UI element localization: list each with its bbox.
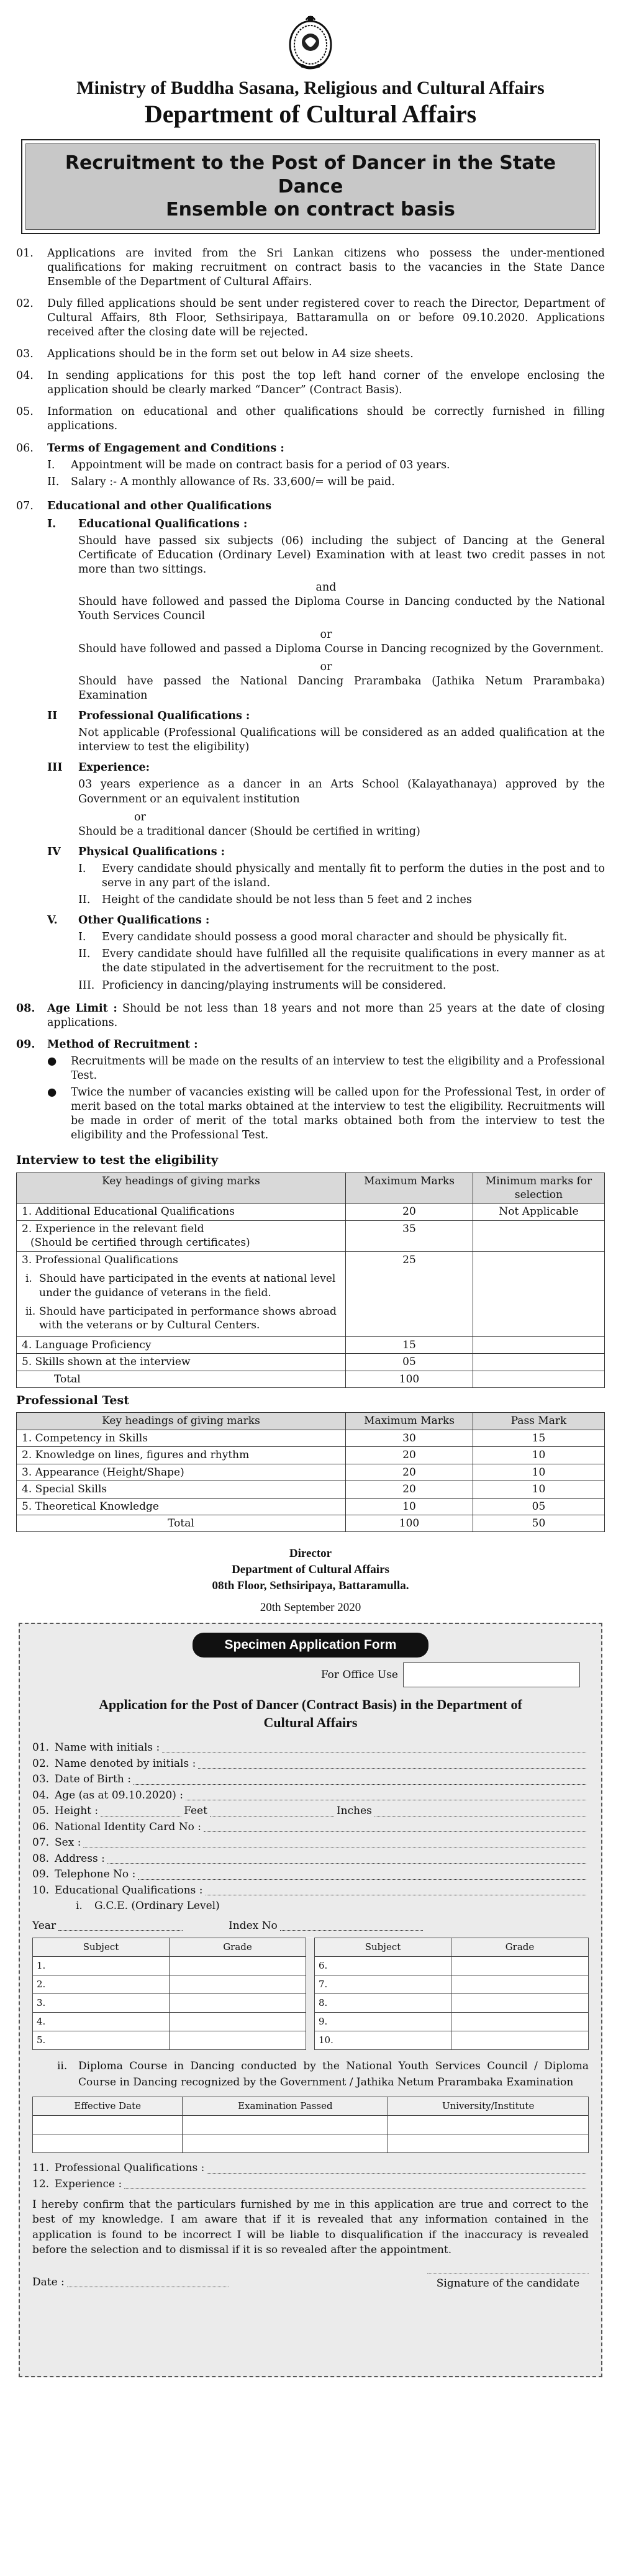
column-header: Maximum Marks xyxy=(346,1172,473,1204)
column-header: Grade xyxy=(451,1938,589,1957)
column-header: Effective Date xyxy=(33,2097,183,2116)
connector-word: or xyxy=(134,810,146,823)
qualification-text: Should have passed the National Dancing Prarambaka (Jathika Netum Prarambaka) Examination xyxy=(78,674,605,702)
table-row[interactable] xyxy=(33,2134,589,2153)
sub-heading: Educational Qualifications : xyxy=(78,517,248,530)
department-name: Department of Cultural Affairs xyxy=(144,100,477,128)
clause-02 xyxy=(16,297,605,340)
clause-heading: Age Limit : xyxy=(47,1002,117,1015)
sub-text: Every candidate should physically and mentally fit to perform the duties in the post and to serve in any part of the island. xyxy=(102,862,605,889)
clause-07 xyxy=(16,499,605,994)
column-header: Grade xyxy=(170,1938,306,1957)
sub-number: III. xyxy=(78,979,95,992)
table-total-row: Total 100 xyxy=(17,1371,605,1387)
qualification-text: Should have followed and passed a Diploma Course in Dancing recognized by the Government. xyxy=(78,642,604,655)
table-row[interactable] xyxy=(33,2116,589,2134)
sub-text: Appointment will be made on contract basis for a period of 03 years. xyxy=(71,458,450,471)
sub-number: I. xyxy=(78,862,86,875)
gce-year-index-row[interactable]: Year Index No xyxy=(32,1918,589,1934)
clause-06 xyxy=(16,442,605,492)
sri-lanka-emblem-icon xyxy=(288,14,333,73)
column-header: Examination Passed xyxy=(183,2097,388,2116)
clause-number: 06. xyxy=(16,442,34,455)
advert-title-box xyxy=(21,139,600,234)
field-address[interactable]: 08. Address : xyxy=(32,1851,589,1867)
field-telephone[interactable]: 09. Telephone No : xyxy=(32,1867,589,1883)
gce-ol-label: i. G.C.E. (Ordinary Level) xyxy=(76,1900,220,1913)
professional-test-table xyxy=(16,1412,605,1532)
form-title-pill: Specimen Application Form xyxy=(193,1633,428,1658)
sub-number: III xyxy=(47,761,63,774)
sub-number: IV xyxy=(47,845,61,858)
sub-number: I. xyxy=(78,931,86,944)
table-row: 5. Skills shown at the interview 05 xyxy=(17,1354,605,1371)
sub-heading: Experience: xyxy=(78,761,150,774)
clause-number: 07. xyxy=(16,499,34,512)
sub-number: II. xyxy=(47,475,60,488)
column-header: Pass Mark xyxy=(473,1413,605,1430)
ministry-name: Ministry of Buddha Sasana, Religious and Cultural Affairs xyxy=(76,78,545,98)
field-name-denoted[interactable]: 02. Name denoted by initials : xyxy=(32,1756,589,1772)
specimen-application-form xyxy=(19,1623,602,2377)
clause-text: Duly filled applications should be sent under registered cover to reach the Director, Department of Cultural Affairs, 8th Floor, Sethsiripaya, Battaramulla on or before 09.10.2020. Applications received after the closing date will be rejected. xyxy=(47,297,605,338)
field-date-of-birth[interactable]: 03. Date of Birth : xyxy=(32,1772,589,1788)
professional-test-heading: Professional Test xyxy=(16,1394,129,1408)
table-row[interactable]: 2. 7. xyxy=(33,1975,589,1994)
gce-grades-table xyxy=(32,1938,589,2050)
interview-marks-table xyxy=(16,1172,605,1389)
interview-heading: Interview to test the eligibility xyxy=(16,1153,218,1168)
table-row[interactable]: 5. 10. xyxy=(33,2031,589,2050)
director-signature-block xyxy=(16,1546,605,1594)
advert-date: 20th September 2020 xyxy=(260,1601,361,1615)
form-heading: Application for the Post of Dancer (Contract Basis) in the Department of Cultural Affairs xyxy=(99,1697,522,1730)
clause-number: 01. xyxy=(16,247,34,260)
diploma-table xyxy=(32,2097,589,2153)
table-total-row: Total 100 50 xyxy=(17,1515,605,1531)
advert-title-line1: Recruitment to the Post of Dancer in the State Dance xyxy=(65,152,556,197)
clause-number: 09. xyxy=(16,1038,35,1051)
clause-text: In sending applications for this post the top left hand corner of the envelope enclosing the application should be clearly marked “Dancer” (Contract Basis). xyxy=(47,370,605,397)
office-use-box xyxy=(403,1662,580,1687)
column-header: Key headings of giving marks xyxy=(17,1413,346,1430)
column-header: Subject xyxy=(33,1938,170,1957)
sub-text: Every candidate should have fulfilled all the requisite qualifications in every manner as at the date stipulated in the advertisement for the recruitment to the post. xyxy=(102,948,605,975)
clause-text: Should be not less than 18 years and not more than 25 years at the date of closing applications. xyxy=(47,1002,605,1029)
sign-row xyxy=(32,2274,589,2290)
table-row: 2. Experience in the relevant field (Should be certified through certificates) 35 xyxy=(17,1220,605,1251)
field-date[interactable]: Date : xyxy=(32,2275,231,2291)
sub-number: II. xyxy=(78,948,91,961)
connector-word: or xyxy=(320,628,332,641)
table-row: 3. Professional Qualifications i. Should have participated in the events at national level under the guidance of veterans in the field. ii. Should have participated in performance shows abroad with the veterans or by Cultural Centers. 25 xyxy=(17,1251,605,1336)
connector-word: or xyxy=(320,660,332,673)
qualification-text: Should have passed six subjects (06) including the subject of Dancing at the General Certificate of Education (Ordinary Level) Examination with at least two credit passes in not more than two sittings. xyxy=(78,535,605,576)
field-age[interactable]: 04. Age (as at 09.10.2020) : xyxy=(32,1788,589,1804)
qualification-text: Not applicable (Professional Qualifications will be considered as an added qualification at the interview to test the eligibility) xyxy=(78,727,605,754)
sub-text: Proficiency in dancing/playing instruments will be considered. xyxy=(102,979,446,992)
bullet-text: Recruitments will be made on the results of an interview to test the eligibility and a Professional Test. xyxy=(71,1054,605,1082)
table-row[interactable]: 3. 8. xyxy=(33,1994,589,2013)
clause-01 xyxy=(16,247,605,289)
table-row[interactable]: 1. 6. xyxy=(33,1957,589,1975)
bullet-text: Twice the number of vacancies existing will be called upon for the Professional Test, in order of merit based on the total marks obtained at the interview to test the eligibility. Recruitments will be made in order of merit of the total marks obtained both from the interview to test the eligibility and the Professional Test. xyxy=(71,1086,605,1142)
table-row: 4. Special Skills 20 10 xyxy=(17,1481,605,1498)
table-row: 1. Competency in Skills 30 15 xyxy=(17,1430,605,1446)
clause-text: Applications are invited from the Sri Lankan citizens who possess the under-mentioned qualifications for making recruitment on contract basis to the vacancies in the State Dance Ensemble of the Department of Cultural Affairs. xyxy=(47,247,605,288)
qualification-text: Should have followed and passed the Diploma Course in Dancing conducted by the National Youth Services Council xyxy=(78,596,605,623)
sub-number: II xyxy=(47,710,58,723)
qualification-text: 03 years experience as a dancer in an Arts School (Kalayathanaya) approved by the Government or an equivalent institution xyxy=(78,778,605,805)
field-name-with-initials[interactable]: 01. Name with initials : xyxy=(32,1740,589,1756)
office-use-label: For Office Use xyxy=(320,1668,398,1681)
office-use-row xyxy=(32,1662,580,1687)
director-title: Director xyxy=(289,1547,332,1561)
clause-number: 05. xyxy=(16,406,34,419)
advert-title-line2: Ensemble on contract basis xyxy=(166,199,455,220)
field-nic[interactable]: 06. National Identity Card No : xyxy=(32,1820,589,1836)
field-height[interactable]: 05. Height : Feet Inches xyxy=(32,1803,589,1820)
field-sex[interactable]: 07. Sex : xyxy=(32,1835,589,1851)
candidate-signature[interactable]: Signature of the candidate xyxy=(427,2274,589,2290)
clause-heading: Educational and other Qualifications xyxy=(47,499,272,512)
sub-heading: Physical Qualifications : xyxy=(78,845,225,858)
clause-04 xyxy=(16,369,605,397)
sub-number: I. xyxy=(47,458,55,471)
sub-number: II. xyxy=(78,894,91,907)
column-header: Maximum Marks xyxy=(346,1413,473,1430)
table-row: 2. Knowledge on lines, figures and rhythm 20 10 xyxy=(17,1447,605,1464)
sub-text: Every candidate should possess a good moral character and should be physically fit. xyxy=(102,931,568,944)
table-row[interactable]: 4. 9. xyxy=(33,2013,589,2031)
clause-05 xyxy=(16,405,605,433)
clause-09 xyxy=(16,1038,605,1146)
column-header: Key headings of giving marks xyxy=(17,1172,346,1204)
field-educational-qualifications[interactable]: 10. Educational Qualifications : xyxy=(32,1883,589,1899)
clause-number: 02. xyxy=(16,297,34,310)
table-row: 3. Appearance (Height/Shape) 20 10 xyxy=(17,1464,605,1481)
bullet-icon: ● xyxy=(47,1054,57,1068)
sub-heading: Other Qualifications : xyxy=(78,914,210,927)
column-header: Subject xyxy=(315,1938,451,1957)
field-experience[interactable]: 12. Experience : xyxy=(32,2177,589,2193)
sub-number: V. xyxy=(47,914,58,927)
clause-number: 04. xyxy=(16,370,34,383)
column-header: Minimum marks for selection xyxy=(473,1172,605,1204)
table-row: 5. Theoretical Knowledge 10 05 xyxy=(17,1498,605,1515)
clause-heading: Terms of Engagement and Conditions : xyxy=(47,442,284,455)
clause-heading: Method of Recruitment : xyxy=(47,1038,198,1051)
clause-03 xyxy=(16,347,605,361)
table-row: 4. Language Proficiency 15 xyxy=(17,1336,605,1353)
sub-text: Salary :- A monthly allowance of Rs. 33,600/= will be paid. xyxy=(71,475,395,488)
clause-text: Applications should be in the form set out below in A4 size sheets. xyxy=(47,348,414,361)
clause-text: Information on educational and other qualifications should be correctly furnished in filling applications. xyxy=(47,406,605,433)
connector-word: and xyxy=(315,581,337,594)
table-row: 1. Additional Educational Qualifications 20 Not Applicable xyxy=(17,1204,605,1220)
director-department: Department of Cultural Affairs xyxy=(232,1563,389,1577)
field-professional-qualifications[interactable]: 11. Professional Qualifications : xyxy=(32,2161,589,2177)
declaration-text: I hereby confirm that the particulars furnished by me in this application are true and correct to the best of my knowledge. I am aware that if it is revealed that any information contained in the application is found to be incorrect I will be liable to disqualification if the inaccuracy is revealed before the selection and to dismissal if it is so revealed after the appointment. xyxy=(32,2198,589,2256)
clause-number: 03. xyxy=(16,348,34,361)
diploma-label: ii. Diploma Course in Dancing conducted by the National Youth Services Council / Diploma Course in Dancing recognized by the Government / Jathika Netum Prarambaka Examination xyxy=(57,2060,589,2088)
sub-number: I. xyxy=(47,517,57,530)
sub-text: Height of the candidate should be not less than 5 feet and 2 inches xyxy=(102,894,472,907)
bullet-icon: ● xyxy=(47,1086,57,1099)
qualification-text: Should be a traditional dancer (Should be certified in writing) xyxy=(78,825,420,838)
sub-heading: Professional Qualifications : xyxy=(78,710,250,723)
column-header: University/Institute xyxy=(388,2097,589,2116)
clause-08 xyxy=(16,1002,605,1030)
director-address: 08th Floor, Sethsiripaya, Battaramulla. xyxy=(212,1579,409,1592)
clause-number: 08. xyxy=(16,1002,35,1015)
